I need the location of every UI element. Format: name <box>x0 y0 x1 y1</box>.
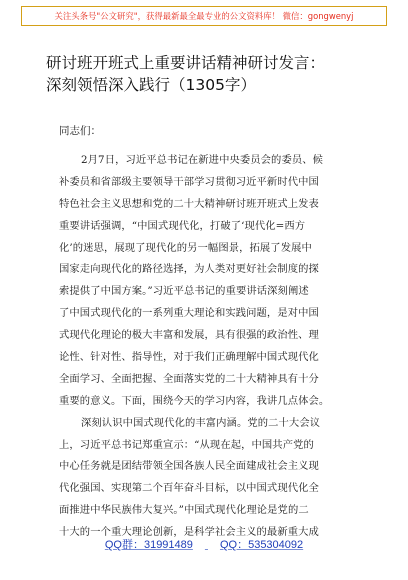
title-line-1: 研讨班开班式上重要讲话精神研讨发言： <box>46 54 326 72</box>
paragraph-1 <box>59 150 349 413</box>
paragraph-2 <box>59 413 349 544</box>
document-title <box>46 52 376 96</box>
text-line: 深刻认识中国式现代化的丰富内涵。党的二十大会议 <box>81 416 321 429</box>
text-line: 2月7日，习近平总书记在新进中央委员会的委员、候 <box>81 154 324 166</box>
document-body <box>59 150 349 544</box>
qq-group-number: QQ群：31991489 <box>104 539 193 551</box>
text-line: 补委员和省部级主要领导干部学习贯彻习近平新时代中国 <box>59 175 319 188</box>
text-line: 式现代化理论的极大丰富和发展，具有很强的政治性、理 <box>59 329 319 342</box>
text-line: 了中国式现代化的一系列重大理论和实践问题，是对中国 <box>59 307 319 320</box>
text-line: 特色社会主义思想和党的二十大精神研讨班开班式上发表 <box>59 197 319 210</box>
text-line: 国家走向现代化的路径选择，为人类对更好社会制度的探 <box>59 263 319 276</box>
text-line: 全面学习、全面把握、全面落实党的二十大精神具有十分 <box>59 372 319 385</box>
text-line: 重要讲话强调，“中国式现代化，打破了‘现代化=西方 <box>59 219 306 232</box>
text-line: 代化强国、实现第二个百年奋斗目标，以中国式现代化全 <box>59 482 319 495</box>
text-line: 重要的意义。下面，围绕今天的学习内容，我讲几点体会。 <box>59 394 330 407</box>
text-line: 化’的迷思，展现了现代化的另一幅图景，拓展了发展中 <box>59 241 312 254</box>
header-banner: 关注头条号"公文研究"，获得最新最全最专业的公文资料库！ 微信：gongwenyj <box>21 6 387 26</box>
title-line-2: 深刻领悟深入践行（1305字） <box>46 76 256 94</box>
text-line: 面推进中华民族伟大复兴。”中国式现代化理论是党的二 <box>59 504 309 517</box>
text-line: 论性、针对性、指导性，对于我们正确理解中国式现代化 <box>59 351 319 364</box>
salutation: 同志们： <box>59 125 101 137</box>
contact-footer <box>0 536 408 552</box>
text-line: 上，习近平总书记郑重宣示：“从现在起，中国共产党的 <box>59 438 314 451</box>
text-line: 十大的一个重大理论创新，是科学社会主义的最新重大成 <box>59 526 319 539</box>
text-line: 中心任务就是团结带领全国各族人民全面建成社会主义现 <box>59 460 319 473</box>
qq-contact-number: QQ：535304092 <box>219 539 304 551</box>
text-line: 索提供了中国方案。”习近平总书记的重要讲话深刻阐述 <box>59 285 309 298</box>
